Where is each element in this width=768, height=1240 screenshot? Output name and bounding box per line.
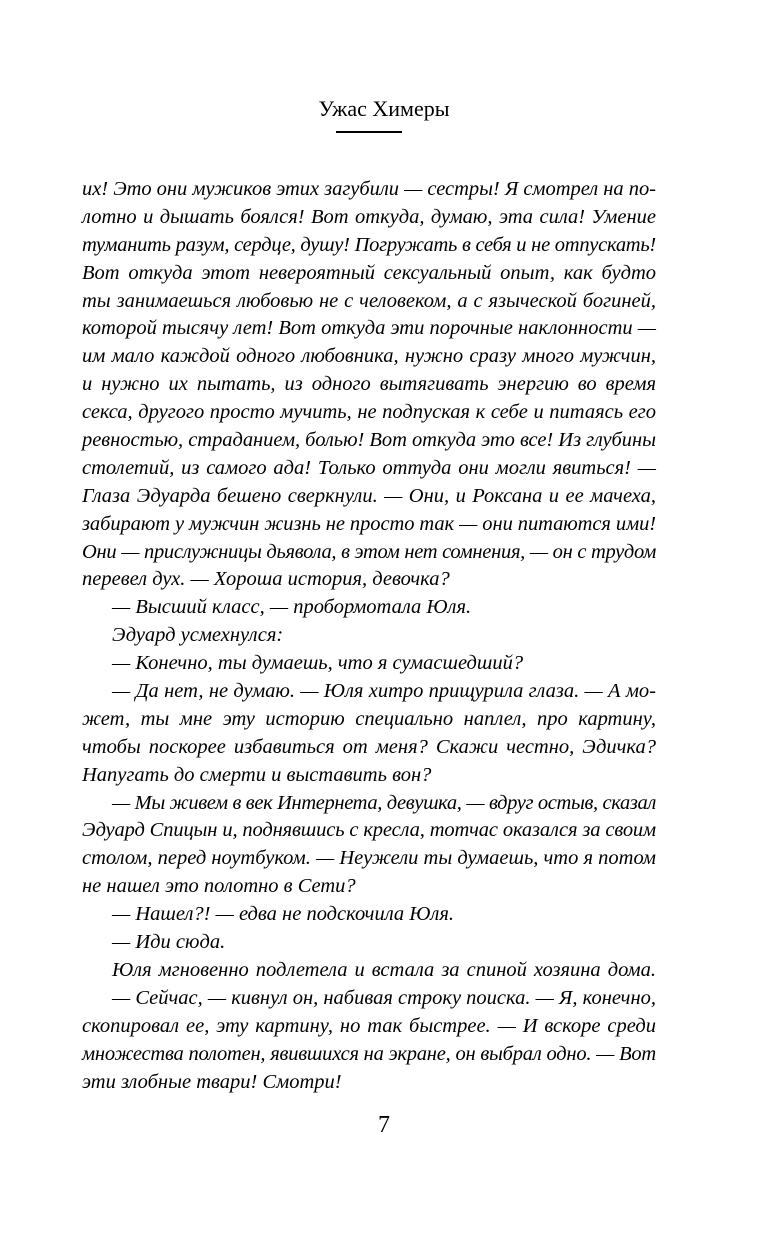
header-rule xyxy=(336,131,402,133)
text-line-row xyxy=(82,678,658,706)
text-line: секса, другого просто мучить, не подпуская к себе и питаясь его xyxy=(82,401,656,424)
text-line: эти злобные твари! Смотри! xyxy=(82,1070,342,1093)
text-line: Они — прислужницы дьявола, в этом нет сомнения, — он с трудом xyxy=(82,540,656,563)
text-line-row xyxy=(82,1041,658,1069)
text-line-row xyxy=(82,734,658,762)
text-line: чтобы поскорее избавиться от меня? Скажи честно, Эдичка? xyxy=(82,735,656,758)
text-line-row xyxy=(82,706,658,734)
text-line-row xyxy=(82,762,658,790)
text-line: столом, перед ноутбуком. — Неужели ты думаешь, что я потом xyxy=(82,847,656,870)
text-line-row xyxy=(82,427,658,455)
text-line-row xyxy=(82,288,658,316)
text-line: Вот откуда этот невероятный сексуальный опыт, как будто xyxy=(82,261,656,284)
text-line-row xyxy=(82,594,658,622)
text-line-row xyxy=(82,566,658,594)
text-line-row xyxy=(82,622,658,650)
text-line: — Мы живем в век Интернета, девушка, — вдруг остыв, сказал xyxy=(112,791,656,814)
text-line-row xyxy=(82,483,658,511)
text-line-row xyxy=(82,873,658,901)
running-header: Ужас Химеры xyxy=(318,96,450,121)
text-line: их! Это они мужиков этих загубили — сестры! Я смотрел на по- xyxy=(82,178,656,200)
text-line: — Да нет, не думаю. — Юля хитро прищурила глаза. — А мо- xyxy=(112,680,656,703)
text-line-row xyxy=(82,260,658,288)
text-line-row xyxy=(82,232,658,260)
text-line: Эдуард Спицын и, поднявшись с кресла, тотчас оказался за своим xyxy=(82,819,656,842)
text-line: забирают у мужчин жизнь не просто так — они питаются ими! xyxy=(82,512,656,535)
text-line-row xyxy=(82,315,658,343)
page-number: 7 xyxy=(378,1112,390,1138)
text-line-row xyxy=(82,845,658,873)
text-line: которой тысячу лет! Вот откуда эти порочные наклонности — xyxy=(82,317,656,340)
text-line-row xyxy=(82,399,658,427)
text-line: — Сейчас, — кивнул он, набивая строку поиска. — Я, конечно, xyxy=(112,986,656,1009)
text-line: множества полотен, явившихся на экране, он выбрал одно. — Вот xyxy=(82,1042,656,1065)
text-line-row xyxy=(82,985,658,1013)
text-line: лотно и дышать боялся! Вот откуда, думаю, эта сила! Умение xyxy=(82,205,656,228)
text-line: — Нашел?! — едва не подскочила Юля. xyxy=(112,903,455,926)
text-line: жет, ты мне эту историю специально наплел, про картину, xyxy=(82,707,656,730)
text-line: и нужно их пытать, из одного вытягивать энергию во время xyxy=(82,373,656,396)
page-body xyxy=(82,176,658,1096)
text-line: столетий, из самого ада! Только оттуда они могли явиться! — xyxy=(82,456,656,479)
text-line-row xyxy=(82,511,658,539)
text-line-row xyxy=(82,455,658,483)
text-line: туманить разум, сердце, душу! Погружать в себя и не отпускать! xyxy=(82,233,656,256)
text-line-row xyxy=(82,371,658,399)
text-line: ты занимаешься любовью не с человеком, а с языческой богиней, xyxy=(82,289,656,312)
text-line-row xyxy=(82,901,658,929)
text-line-row xyxy=(82,539,658,567)
text-line: не нашел это полотно в Сети? xyxy=(82,875,356,898)
text-line: Юля мгновенно подлетела и встала за спиной хозяина дома. xyxy=(112,958,656,981)
text-line-row xyxy=(82,817,658,845)
text-line-row xyxy=(82,343,658,371)
text-line-row xyxy=(82,176,658,204)
text-line: Глаза Эдуарда бешено сверкнули. — Они, и Роксана и ее мачеха, xyxy=(82,484,656,507)
text-line: Эдуард усмехнулся: xyxy=(112,624,284,647)
text-line: Напугать до смерти и выставить вон? xyxy=(82,763,432,786)
text-line-row xyxy=(82,204,658,232)
text-line: — Конечно, ты думаешь, что я сумасшедший? xyxy=(112,652,524,675)
text-line-row xyxy=(82,1013,658,1041)
text-line-row xyxy=(82,1069,658,1097)
text-line: ревностью, страданием, болью! Вот откуда это все! Из глубины xyxy=(82,429,656,452)
text-line-row xyxy=(82,650,658,678)
text-line: — Иди сюда. xyxy=(112,931,226,954)
text-line: — Высший класс, — пробормотала Юля. xyxy=(112,596,472,619)
text-line-row xyxy=(82,790,658,818)
text-line-row xyxy=(82,957,658,985)
text-line: скопировал ее, эту картину, но так быстрее. — И вскоре среди xyxy=(82,1014,656,1037)
text-line: им мало каждой одного любовника, нужно сразу много мужчин, xyxy=(82,345,656,368)
text-line: перевел дух. — Хороша история, девочка? xyxy=(82,568,450,591)
text-line-row xyxy=(82,929,658,957)
